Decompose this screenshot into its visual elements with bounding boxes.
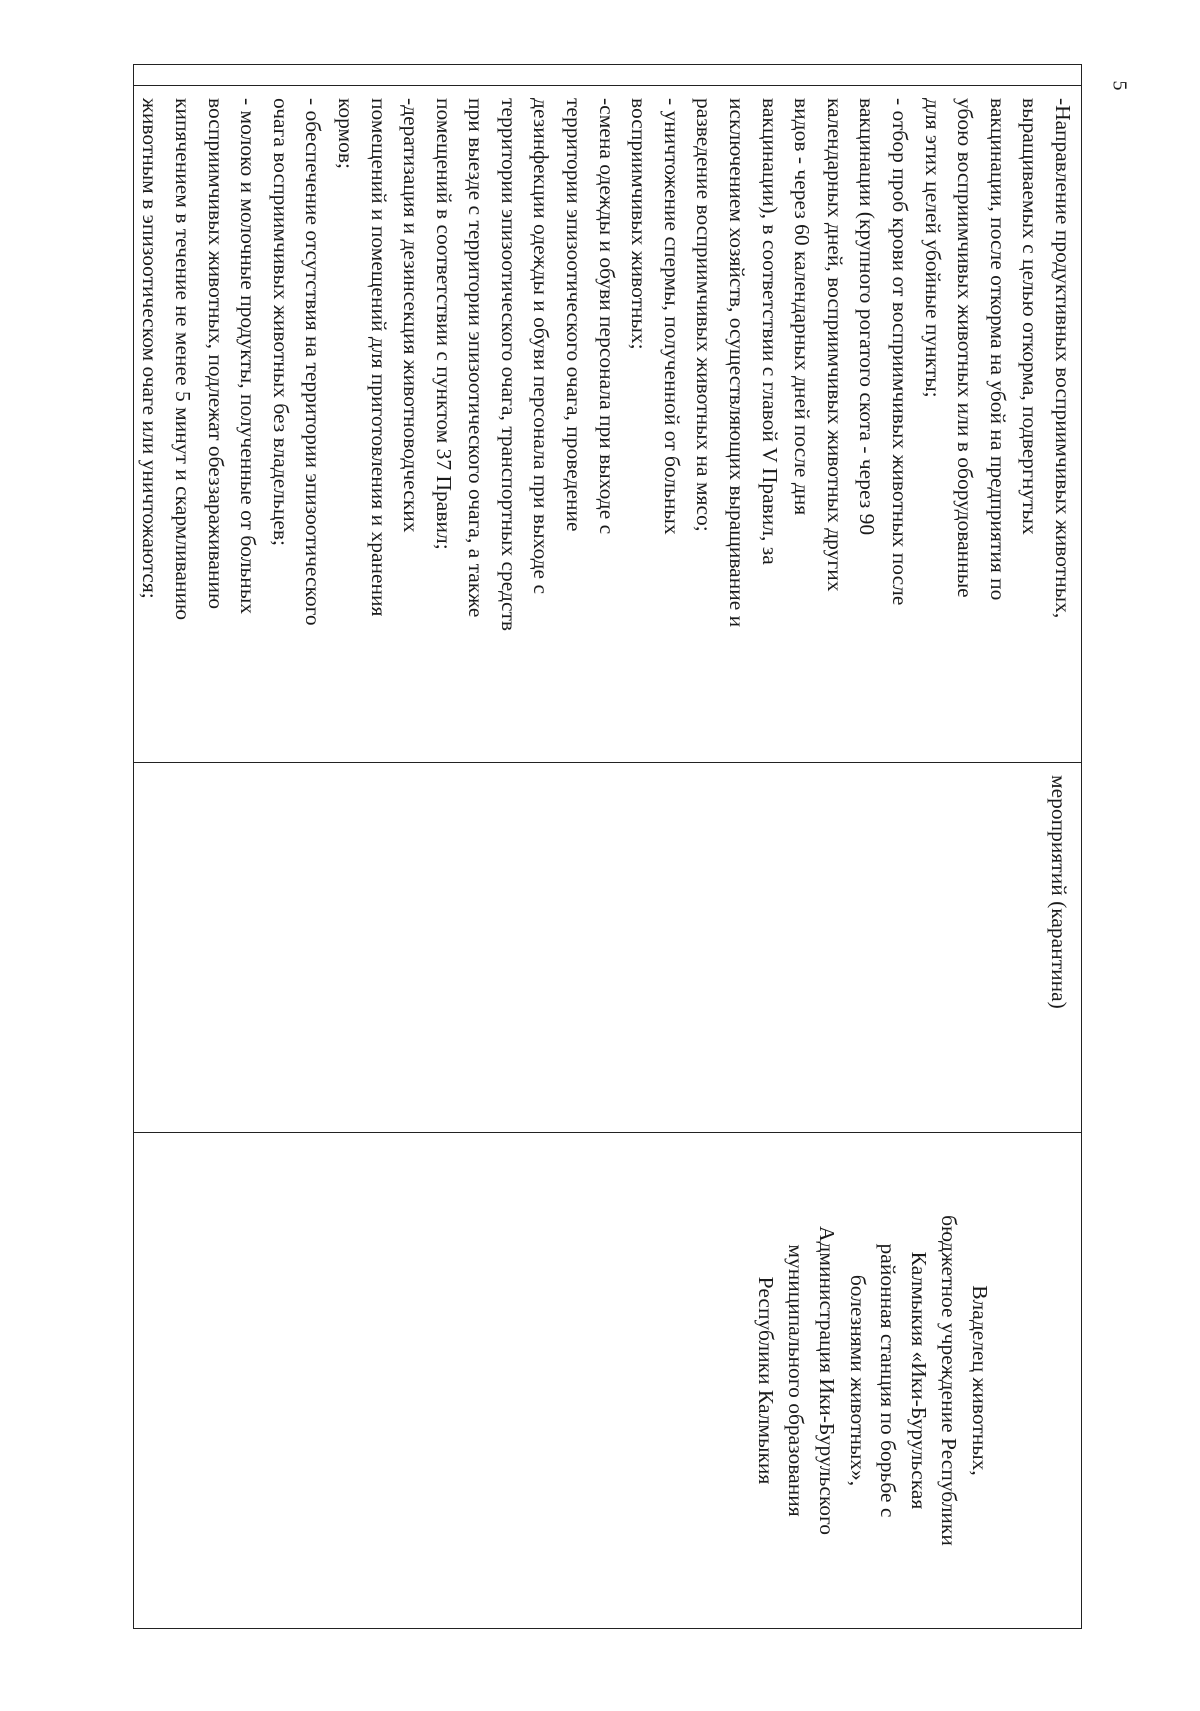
terms-text: мероприятий (карантина) <box>1047 775 1071 1009</box>
terms-cell <box>133 763 1081 1133</box>
measures-cell <box>133 86 1081 763</box>
page-number: 5 <box>1108 80 1131 91</box>
responsible-line: болезнями животных», <box>845 1274 870 1487</box>
responsible-line: Владелец животных, <box>968 1285 992 1476</box>
measures-table <box>133 64 1082 1629</box>
measures-text: -Направление продуктивных восприимчивых животных, выращиваемых с целью откорма, подвергнутых вакцинации, после откорма на убой на предприятия по убою восприимчивых животных или в оборудованные для этих целей убойные пункты; - отбор проб крови от восприимчивых животных после вакцинации (крупного рогатого скота - через 90 календарных дней, восприимчивых животных других видов - через 60 календарных дней после дня вакцинации), в соответствии с главой V Правил, за исключением хозяйств, осуществляющих выращивание и разведение восприимчивых животных на мясо; - уничтожение спермы, полученной от больных восприимчивых животных; -смена одежды и обуви персонала при выходе с территории эпизоотического очага, проведение дезинфекции одежды и обуви персонала при выходе с территории эпизоотического очага, транспортных средств при выезде с территории эпизоотического очага, а также помещений в соответствии с пунктом 37 Правил; -дератизация и дезинсекция животноводческих помещений и помещений для приготовления и хранения кормов; - обеспечение отсутствия на территории эпизоотического очага восприимчивых животных без владельцев; - молоко и молочные продукты, полученные от больных восприимчивых животных, подлежат обеззараживанию кипячением в течение не менее 5 минут и скармливанию животным в эпизоотическом очаге или уничтожаются; <box>138 98 1075 632</box>
table-row <box>133 65 1081 1629</box>
row-number-cell <box>133 65 1081 86</box>
responsible-line: Калмыкия «Ики-Бурульская <box>906 1251 931 1510</box>
responsible-line: Администрация Ики-Бурульского <box>815 1225 840 1536</box>
responsible-line: районная станция по борьбе с <box>876 1243 901 1518</box>
rotated-sheet <box>138 64 1082 1624</box>
responsible-cell <box>133 1133 1081 1629</box>
responsible-line: бюджетное учреждение Республики <box>937 1215 962 1546</box>
responsible-text <box>750 1133 1081 1628</box>
responsible-line: Республики Калмыкия <box>753 1276 778 1485</box>
responsible-line: муниципального образования <box>784 1244 809 1517</box>
